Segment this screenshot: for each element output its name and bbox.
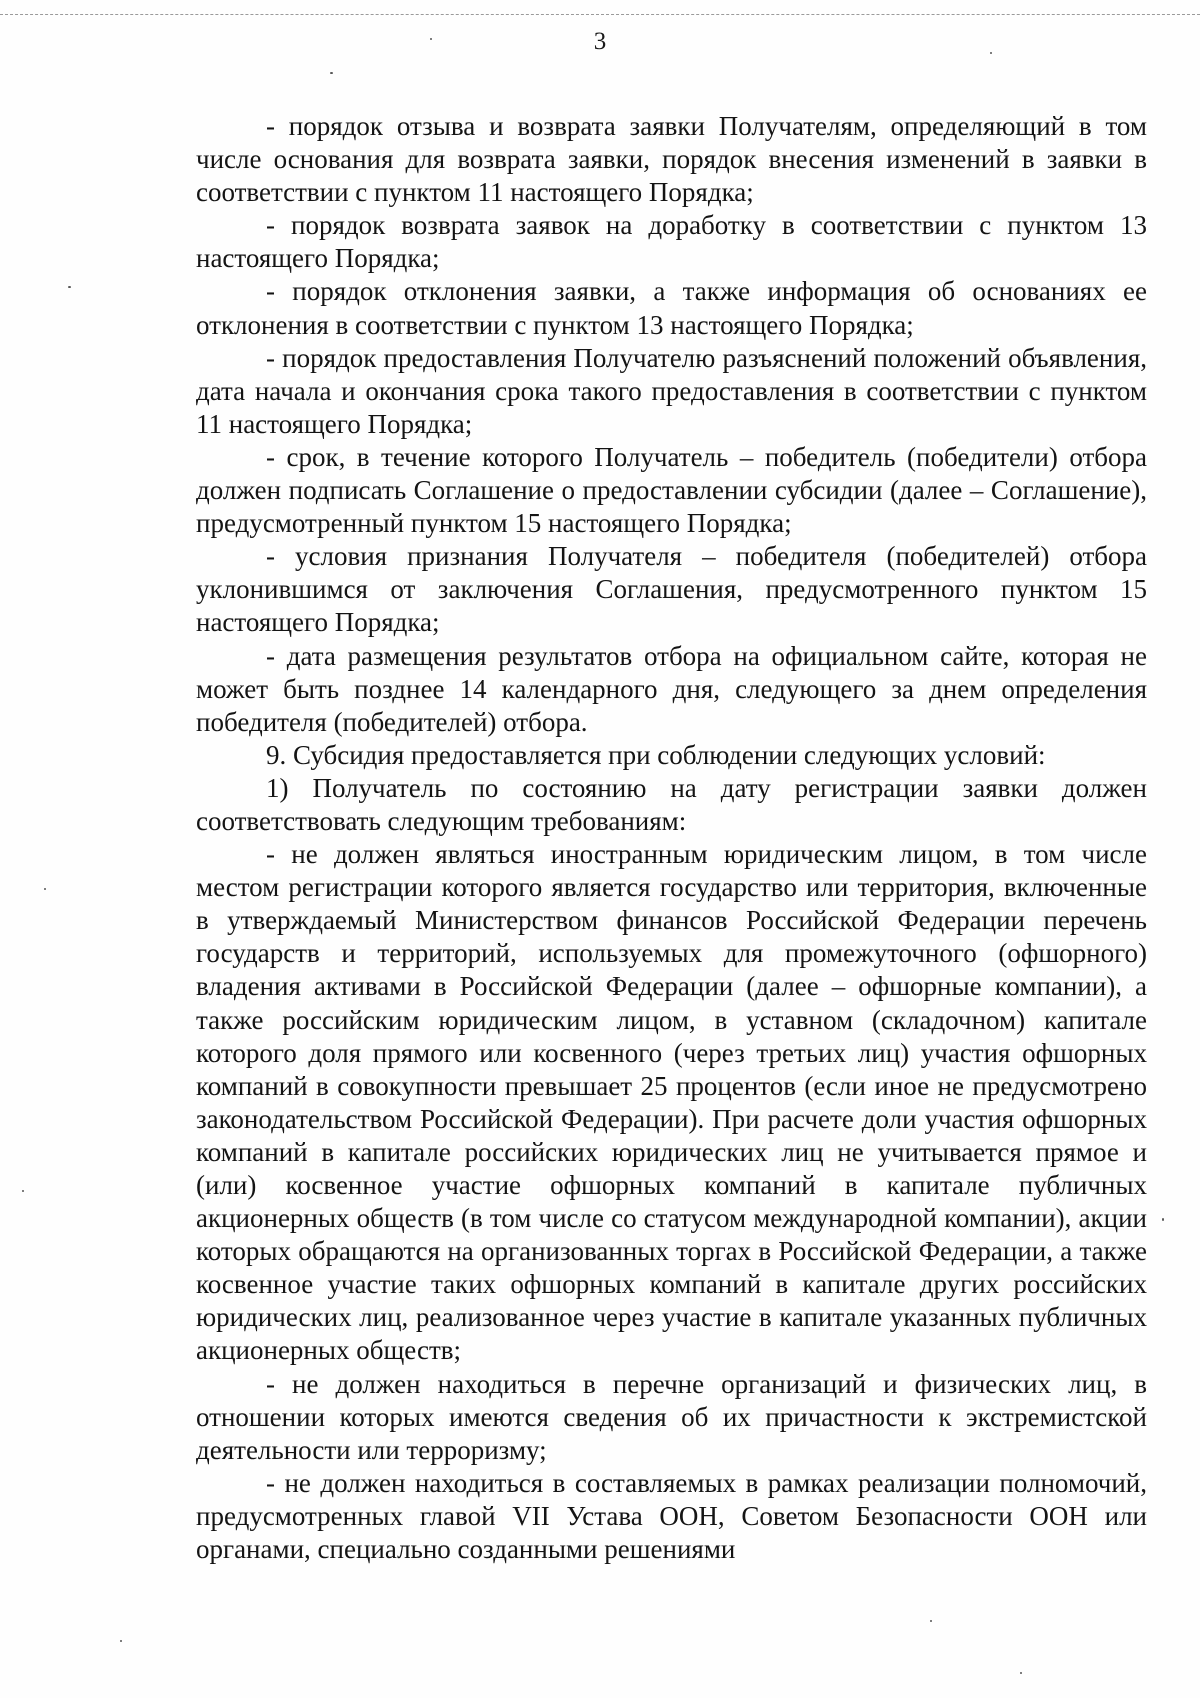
paragraph-un-lists: - не должен находиться в составляемых в рамках реализации полномочий, предусмотренных главой VII Устава ООН, Советом Безопасности ООН или органами, специально созданными решениями: [196, 1467, 1147, 1565]
scan-speck: [22, 1190, 24, 1192]
paragraph-item-9: 9. Субсидия предоставляется при соблюдении следующих условий:: [266, 739, 1046, 770]
paragraph-extremism-list: - не должен находиться в перечне организаций и физических лиц, в отношении которых имеются сведения об их причастности к экстремистской деятельности или терроризму;: [196, 1368, 1147, 1465]
paragraph-withdrawal-procedure: - порядок отзыва и возврата заявки Получателям, определяющий в том числе основания для возврата заявки, порядок внесения изменений в заявки в соответствии с пунктом 11 настоящего Порядка;: [196, 111, 1147, 208]
scan-speck: [120, 1640, 122, 1642]
scan-speck: [68, 286, 71, 288]
page-number: 3: [593, 28, 607, 55]
paragraph-evasion-conditions: - условия признания Получателя – победителя (победителей) отбора уклонившимся от заключения Соглашения, предусмотренного пунктом 15 настоящего Порядка;: [196, 541, 1147, 638]
scan-speck: [930, 1620, 932, 1622]
paragraph-offshore-requirement: - не должен являться иностранным юридическим лицом, в том числе местом регистрации которого является государство или территория, включенные в утверждаемый Министерством финансов Российской Федерации перечень государств и территорий, используемых для промежуточного (офшорного) владения активами в Российской Федерации (далее – офшорные компании), а также российским юридическим лицом, в уставном (складочном) капитале которого доля прямого или косвенного (через третьих лиц) участия офшорных компаний в совокупности превышает 25 процентов (если иное не предусмотрено законодательством Российской Федерации). При расчете доли участия офшорных компаний в капитале российских юридических лиц не учитывается прямое и (или) косвенное участие офшорных компаний в капитале публичных акционерных обществ (в том числе со статусом международной компании), акции которых обращаются на организованных торгах в Российской Федерации, а также косвенное участие таких офшорных компаний в капитале других российских юридических лиц, реализованное через участие в капитале указанных публичных акционерных обществ;: [196, 839, 1147, 1366]
paragraph-subitem-1: 1) Получатель по состоянию на дату регистрации заявки должен соответствовать следующим требованиям:: [196, 772, 1147, 836]
paragraph-clarifications: - порядок предоставления Получателю разъяснений положений объявления, дата начала и окончания срока такого предоставления в соответствии с пунктом 11 настоящего Порядка;: [196, 342, 1147, 439]
scan-speck: [1162, 1218, 1164, 1221]
paragraph-rejection-procedure: - порядок отклонения заявки, а также информация об основаниях ее отклонения в соответствии с пунктом 13 настоящего Порядка;: [196, 276, 1147, 340]
scan-edge-line: [0, 14, 1200, 15]
scan-speck: [44, 888, 46, 890]
scan-speck: [1020, 1672, 1022, 1674]
paragraph-results-publication: - дата размещения результатов отбора на официальном сайте, которая не может быть позднее 14 календарного дня, следующего за днем определения победителя (победителей) отбора.: [196, 640, 1147, 737]
scan-speck: [430, 38, 432, 40]
paragraph-return-for-revision: - порядок возврата заявок на доработку в соответствии с пунктом 13 настоящего Порядка;: [196, 210, 1147, 274]
scan-speck: [330, 72, 333, 74]
paragraph-signing-deadline: - срок, в течение которого Получатель – победитель (победители) отбора должен подписать Соглашение о предоставлении субсидии (далее – Соглашение), предусмотренный пунктом 15 настоящего Порядка;: [196, 441, 1147, 539]
document-body: [196, 110, 1147, 1566]
scan-speck: [990, 52, 992, 54]
